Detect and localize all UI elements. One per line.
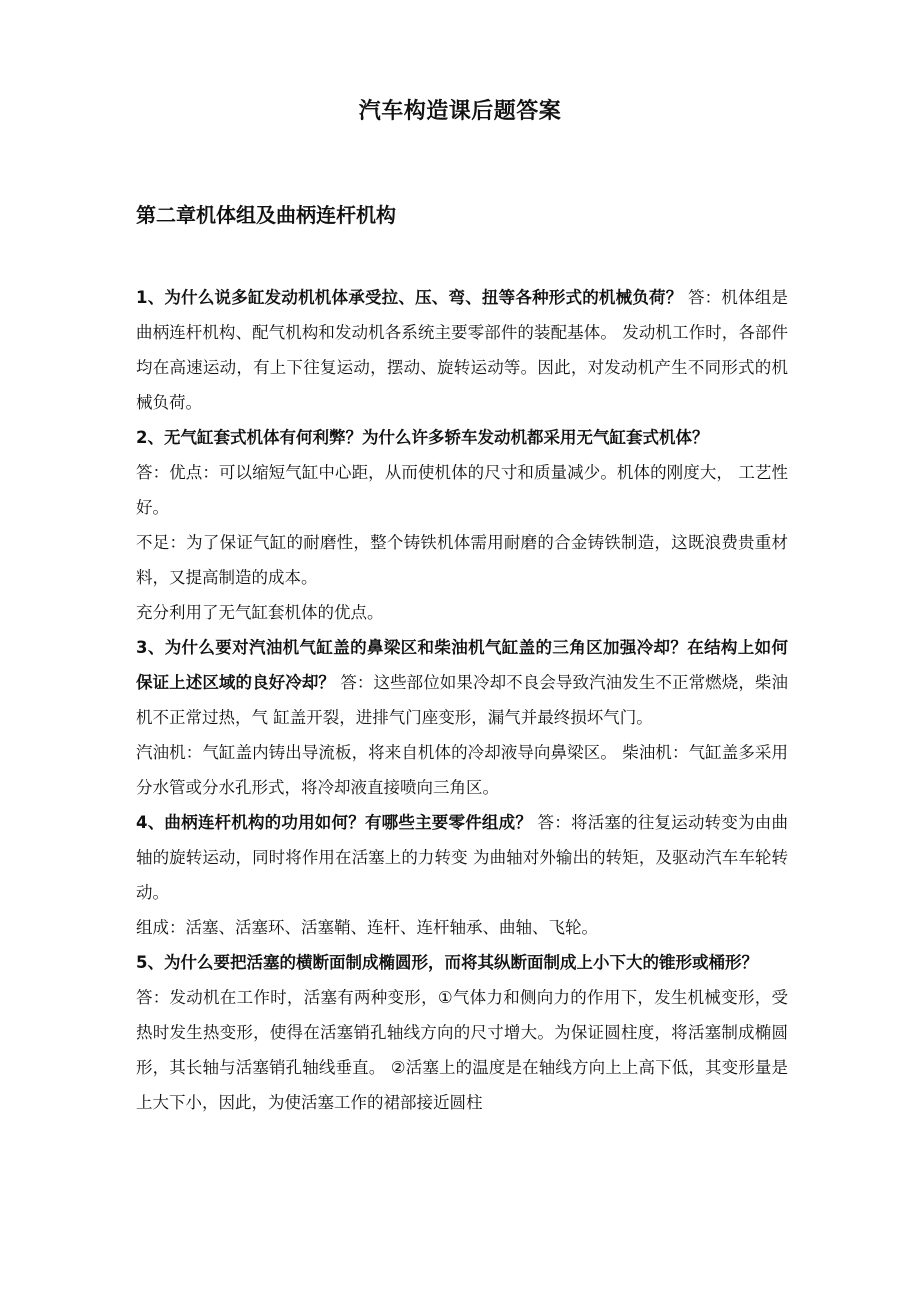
- qa-item-3: [136, 630, 788, 735]
- chapter-heading: 第二章机体组及曲柄连杆机构: [136, 203, 396, 227]
- answer-5-part-3: 活塞上的温度是在轴线方向上上高下低，其变形量是上大下小，因此，为使活塞工作的裙部接近圆柱: [136, 1058, 788, 1112]
- answer-1: 答：机体组是曲柄连杆机构、配气机构和发动机各系统主要零部件的装配基体。 发动机工作时，各部件均在高速运动，有上下往复运动，摆动、旋转运动等。因此，对发动机产生不同形式的机械负荷。: [136, 288, 789, 412]
- qa-item-1: [136, 280, 788, 420]
- question-5: 5、为什么要把活塞的横断面制成椭圆形，而将其纵断面制成上小下大的锥形或桶形？: [136, 953, 758, 972]
- question-4: 4、曲柄连杆机构的功用如何？有哪些主要零件组成？: [136, 813, 533, 832]
- answer-3-line-1: 汽油机：气缸盖内铸出导流板，将来自机体的冷却液导向鼻梁区。 柴油机：气缸盖多采用分水管或分水孔形式，将冷却液直接喷向三角区。: [136, 743, 788, 797]
- question-5-paragraph: [136, 945, 788, 980]
- answer-2-line-3: 充分利用了无气缸套机体的优点。: [136, 603, 384, 622]
- question-3: 3、为什么要对汽油机气缸盖的鼻梁区和柴油机气缸盖的三角区加强冷却？在结构上如何保证上述区域的良好冷却？: [136, 638, 788, 692]
- qa-item-4: [136, 805, 788, 910]
- circled-number-2: ②: [390, 1058, 406, 1077]
- question-2-paragraph: [136, 420, 788, 455]
- document-title: 汽车构造课后题答案: [358, 99, 562, 124]
- answer-4-line-1: 组成：活塞、活塞环、活塞鞘、连杆、连杆轴承、曲轴、飞轮。: [136, 918, 598, 937]
- question-1: 1、为什么说多缸发动机机体承受拉、压、弯、扭等各种形式的机械负荷？: [136, 288, 683, 307]
- answer-3: 答：这些部位如果冷却不良会导致汽油发生不正常燃烧，柴油机不正常过热，气 缸盖开裂，进排气门座变形，漏气并最终损坏气门。: [136, 673, 789, 727]
- answer-5: [136, 980, 788, 1120]
- answer-4: 答：将活塞的往复运动转变为由曲轴的旋转运动，同时将作用在活塞上的力转变 为曲轴对外输出的转矩，及驱动汽车车轮转动。: [136, 813, 789, 902]
- question-2: 2、无气缸套式机体有何利弊？为什么许多轿车发动机都采用无气缸套式机体？: [136, 428, 709, 447]
- circled-number-1: ①: [437, 988, 453, 1007]
- answer-5-part-2: 气体力和侧向力的作用下，发生机械变形，受热时发生热变形，使得在活塞销孔轴线方向的尺寸增大。为保证圆柱度，将活塞制成椭圆形，其长轴与活塞销孔轴线垂直。: [136, 988, 789, 1077]
- answer-5-part-1: 答：发动机在工作时，活塞有两种变形，: [136, 988, 438, 1007]
- qa-content: [136, 280, 788, 1120]
- answer-2-line-2: 不足：为了保证气缸的耐磨性，整个铸铁机体需用耐磨的合金铸铁制造，这既浪费贵重材料，又提高制造的成本。: [136, 533, 788, 587]
- answer-2-line-1: 答：优点：可以缩短气缸中心距，从而使机体的尺寸和质量减少。机体的刚度大， 工艺性好。: [136, 463, 788, 517]
